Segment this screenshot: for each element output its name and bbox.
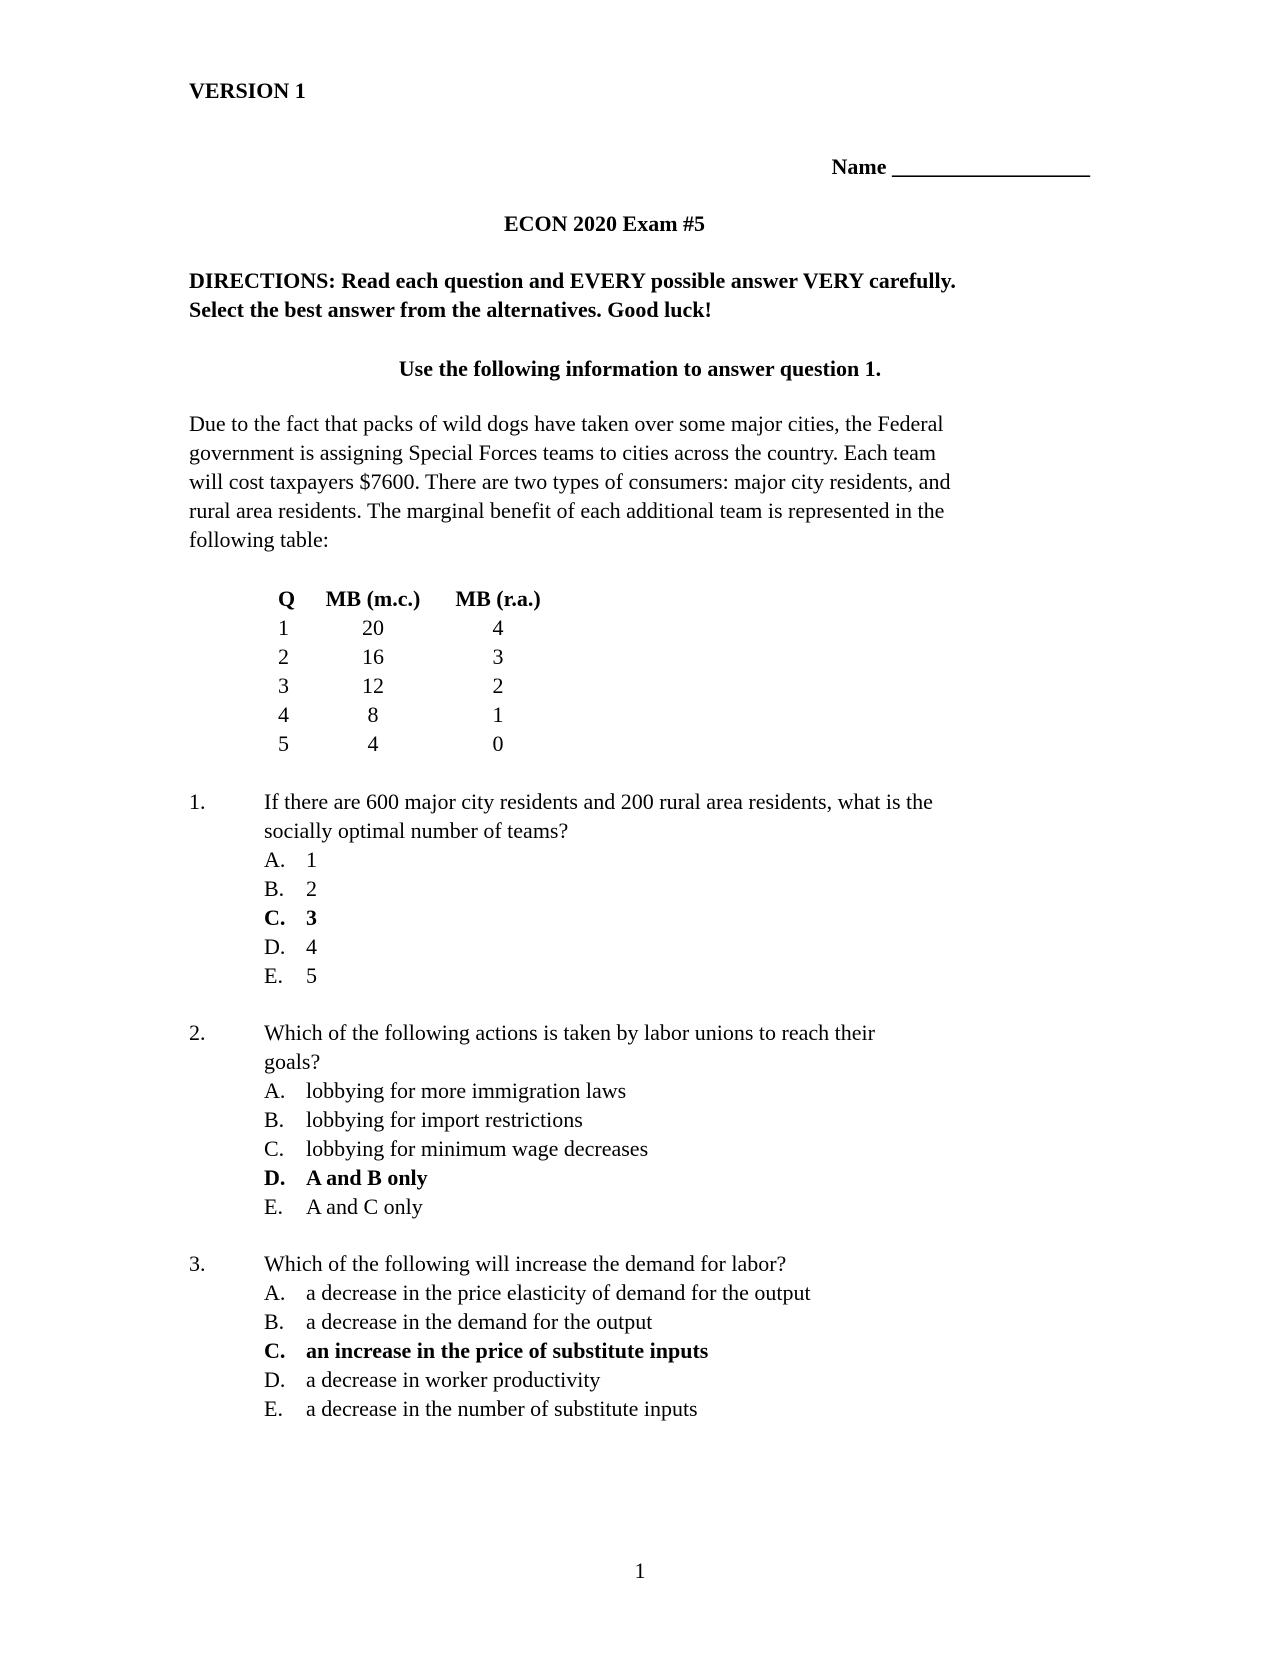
cell-q: 3	[278, 673, 289, 698]
choice-letter: E.	[264, 963, 283, 988]
choice-text: lobbying for minimum wage decreases	[306, 1136, 649, 1161]
stem-line: If there are 600 major city residents and 200 rural area residents, what is the	[264, 789, 933, 814]
scenario-line: will cost taxpayers $7600. There are two types of consumers: major city residents, and	[189, 469, 951, 494]
choice-letter: B.	[264, 876, 285, 901]
answer-choice	[264, 903, 933, 932]
stem-line: Which of the following actions is taken by labor unions to reach their	[264, 1020, 875, 1045]
choice-text: A and B only	[306, 1165, 428, 1190]
scenario-line: Due to the fact that packs of wild dogs have taken over some major cities, the Federal	[189, 411, 944, 436]
cell-mb-mc: 20	[362, 615, 384, 640]
table-row	[278, 700, 558, 729]
column-header-mb-ra: MB (r.a.)	[455, 586, 541, 611]
table-row	[278, 613, 558, 642]
choice-text: a decrease in the number of substitute inputs	[306, 1396, 698, 1421]
choice-text: A and C only	[306, 1194, 423, 1219]
choice-text: 5	[306, 963, 317, 988]
answer-choice	[264, 1394, 811, 1423]
cell-mb-mc: 4	[367, 731, 379, 756]
choice-text: lobbying for import restrictions	[306, 1107, 583, 1132]
cell-mb-mc: 12	[362, 673, 384, 698]
answer-choice	[264, 1192, 875, 1221]
version-label: VERSION 1	[189, 78, 306, 103]
choice-letter: B.	[264, 1309, 285, 1334]
choice-letter: D.	[264, 934, 286, 959]
answer-choice	[264, 961, 933, 990]
answer-choice	[264, 1163, 875, 1192]
answer-choice	[264, 1105, 875, 1134]
answer-choice	[264, 845, 933, 874]
answer-choice	[264, 1365, 811, 1394]
choice-letter: E.	[264, 1396, 283, 1421]
choice-letter: D.	[264, 1165, 286, 1190]
stem-line: Which of the following will increase the demand for labor?	[264, 1251, 787, 1276]
question-number: 3.	[189, 1251, 206, 1276]
question-number: 1.	[189, 789, 206, 814]
cell-mb-ra: 3	[492, 644, 504, 669]
cell-q: 1	[278, 615, 289, 640]
cell-mb-mc: 16	[362, 644, 384, 669]
choice-letter: C.	[264, 905, 286, 930]
choice-text: 3	[306, 905, 317, 930]
cell-mb-ra: 4	[492, 615, 504, 640]
cell-mb-ra: 2	[492, 673, 504, 698]
answer-choice	[264, 874, 933, 903]
answer-choice	[264, 1307, 811, 1336]
info-heading: Use the following information to answer question 1.	[398, 356, 882, 381]
cell-mb-ra: 0	[492, 731, 504, 756]
choice-letter: B.	[264, 1107, 285, 1132]
choice-text: a decrease in the demand for the output	[306, 1309, 653, 1334]
choice-letter: A.	[264, 1078, 286, 1103]
question-2	[264, 1018, 875, 1221]
choice-text: 2	[306, 876, 317, 901]
directions-line: DIRECTIONS: Read each question and EVERY possible answer VERY carefully.	[189, 268, 956, 293]
choice-letter: E.	[264, 1194, 283, 1219]
scenario-line: rural area residents. The marginal benefit of each additional team is represented in the	[189, 498, 945, 523]
column-header-mb-mc: MB (m.c.)	[325, 586, 421, 611]
choice-text: 4	[306, 934, 317, 959]
name-field-label: Name __________________	[831, 154, 1090, 179]
choice-letter: A.	[264, 847, 286, 872]
exam-title: ECON 2020 Exam #5	[503, 211, 706, 236]
cell-mb-ra: 1	[492, 702, 504, 727]
choice-text: 1	[306, 847, 317, 872]
scenario-paragraph	[189, 409, 950, 554]
choice-text: lobbying for more immigration laws	[306, 1078, 627, 1103]
choice-text: a decrease in the price elasticity of demand for the output	[306, 1280, 811, 1305]
scenario-line: government is assigning Special Forces teams to cities across the country. Each team	[189, 440, 936, 465]
marginal-benefit-table	[278, 584, 558, 758]
cell-q: 5	[278, 731, 289, 756]
table-row	[278, 642, 558, 671]
answer-choice	[264, 932, 933, 961]
cell-q: 4	[278, 702, 289, 727]
question-stem	[264, 1249, 811, 1278]
stem-line: goals?	[264, 1049, 321, 1074]
answer-choice	[264, 1336, 811, 1365]
table-header-row	[278, 584, 558, 613]
directions-line: Select the best answer from the alternatives. Good luck!	[189, 297, 712, 322]
answer-choice	[264, 1134, 875, 1163]
question-stem	[264, 787, 933, 845]
choice-letter: C.	[264, 1136, 285, 1161]
choice-letter: D.	[264, 1367, 286, 1392]
question-1	[264, 787, 933, 990]
answer-choice	[264, 1076, 875, 1105]
table-row	[278, 671, 558, 700]
column-header-q: Q	[278, 586, 296, 611]
question-3	[264, 1249, 811, 1423]
answer-choice	[264, 1278, 811, 1307]
question-number: 2.	[189, 1020, 206, 1045]
choice-letter: C.	[264, 1338, 286, 1363]
choice-text: a decrease in worker productivity	[306, 1367, 601, 1392]
question-stem	[264, 1018, 875, 1076]
table-row	[278, 729, 558, 758]
choice-text: an increase in the price of substitute inputs	[306, 1338, 709, 1363]
cell-mb-mc: 8	[367, 702, 379, 727]
choice-letter: A.	[264, 1280, 286, 1305]
scenario-line: following table:	[189, 527, 329, 552]
cell-q: 2	[278, 644, 289, 669]
directions	[189, 266, 1089, 324]
stem-line: socially optimal number of teams?	[264, 818, 569, 843]
page-number: 1	[634, 1558, 646, 1583]
